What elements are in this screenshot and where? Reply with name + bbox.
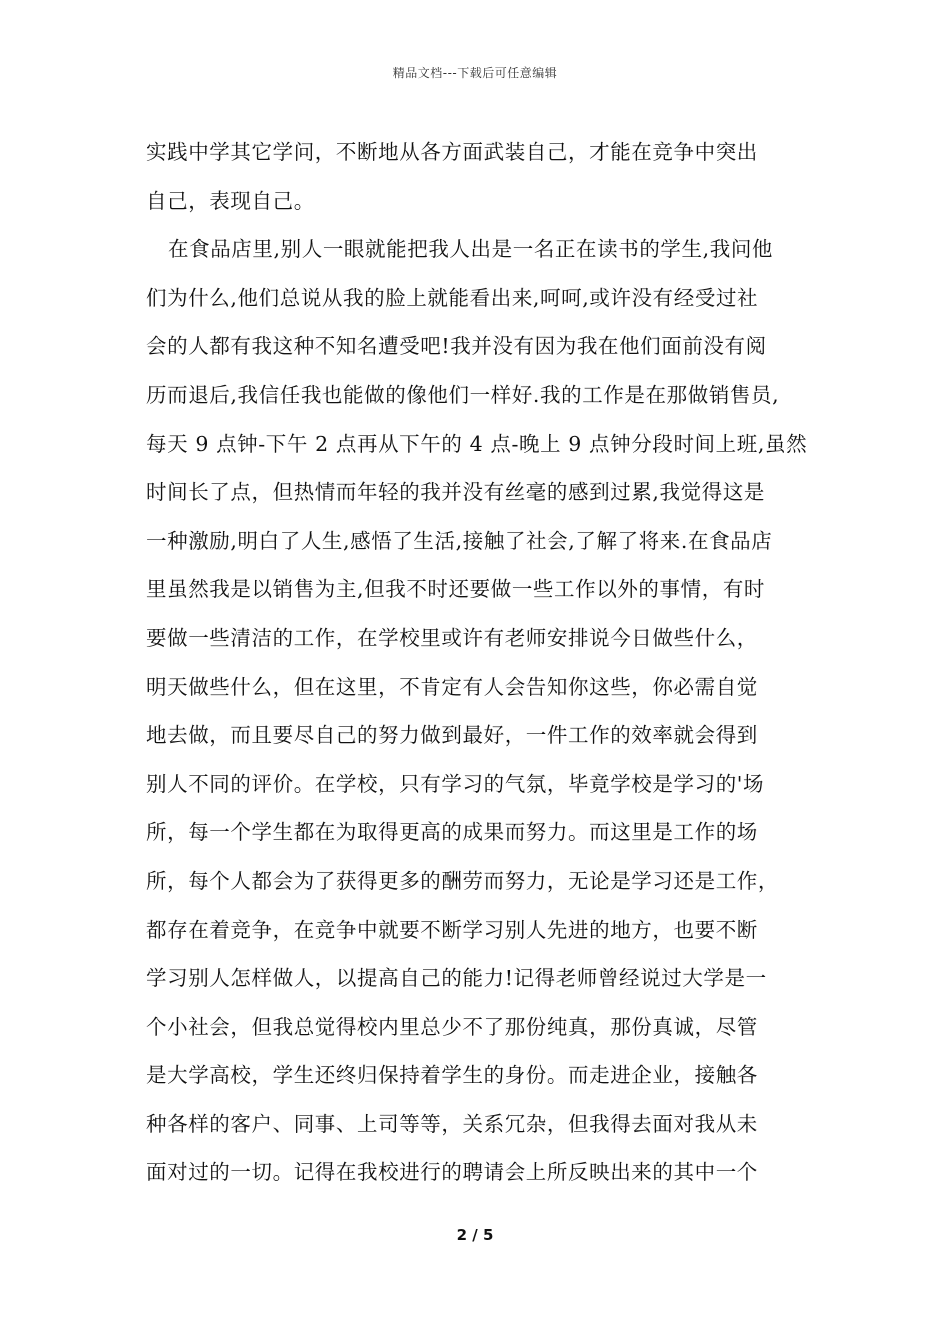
page-header: 精品文档---下载后可任意编辑 (392, 66, 558, 80)
text-line: 时间长了点，但热情而年轻的我并没有丝毫的感到过累,我觉得这是 (146, 480, 766, 505)
text-line: 所，每个人都会为了获得更多的酬劳而努力，无论是学习还是工作， (146, 868, 779, 893)
text-line: 都存在着竞争，在竞争中就要不断学习别人先进的地方，也要不断 (146, 917, 758, 942)
paragraph-start-line: 在食品店里,别人一眼就能把我人出是一名正在读书的学生,我问他 (168, 237, 774, 262)
text-line: 明天做些什么，但在这里，不肯定有人会告知你这些，你必需自觉 (146, 674, 758, 699)
text-line: 个小社会，但我总觉得校内里总少不了那份纯真，那份真诚，尽管 (146, 1014, 758, 1039)
text-line: 种各样的客户、同事、上司等等，关系冗杂，但我得去面对我从未 (146, 1111, 758, 1136)
text-line: 要做一些清洁的工作，在学校里或许有老师安排说今日做些什么， (146, 625, 758, 650)
text-line: 是大学高校，学生还终归保持着学生的身份。而走进企业，接触各 (146, 1063, 758, 1088)
text-line: 面对过的一切。记得在我校进行的聘请会上所反映出来的其中一个 (146, 1160, 758, 1185)
text-line: 所，每一个学生都在为取得更高的成果而努力。而这里是工作的场 (146, 820, 758, 845)
text-line: 地去做，而且要尽自己的努力做到最好，一件工作的效率就会得到 (146, 723, 758, 748)
document-body (146, 128, 826, 1197)
text-line: 每天 9 点钟-下午 2 点再从下午的 4 点-晚上 9 点钟分段时间上班,虽然 (146, 431, 808, 456)
text-line: 实践中学其它学问，不断地从各方面武装自己，才能在竞争中突出 (146, 140, 758, 164)
text-line: 会的人都有我这种不知名遭受吧!我并没有因为我在他们面前没有阅 (146, 334, 767, 359)
text-line: 里虽然我是以销售为主,但我不时还要做一些工作以外的事情，有时 (146, 577, 766, 602)
text-line: 们为什么,他们总说从我的脸上就能看出来,呵呵,或许没有经受过社 (146, 285, 759, 310)
text-line: 历而退后,我信任我也能做的像他们一样好.我的工作是在那做销售员, (146, 382, 780, 407)
text-line: 学习别人怎样做人，以提高自己的能力!记得老师曾经说过大学是一 (146, 966, 767, 991)
page-number: 2 / 5 (456, 1226, 494, 1244)
text-line: 一种激励,明白了人生,感悟了生活,接触了社会,了解了将来.在食品店 (146, 528, 773, 553)
text-line: 自己，表现自己。 (146, 188, 315, 213)
text-line: 别人不同的评价。在学校，只有学习的气氛，毕竟学校是学习的'场 (146, 771, 765, 796)
